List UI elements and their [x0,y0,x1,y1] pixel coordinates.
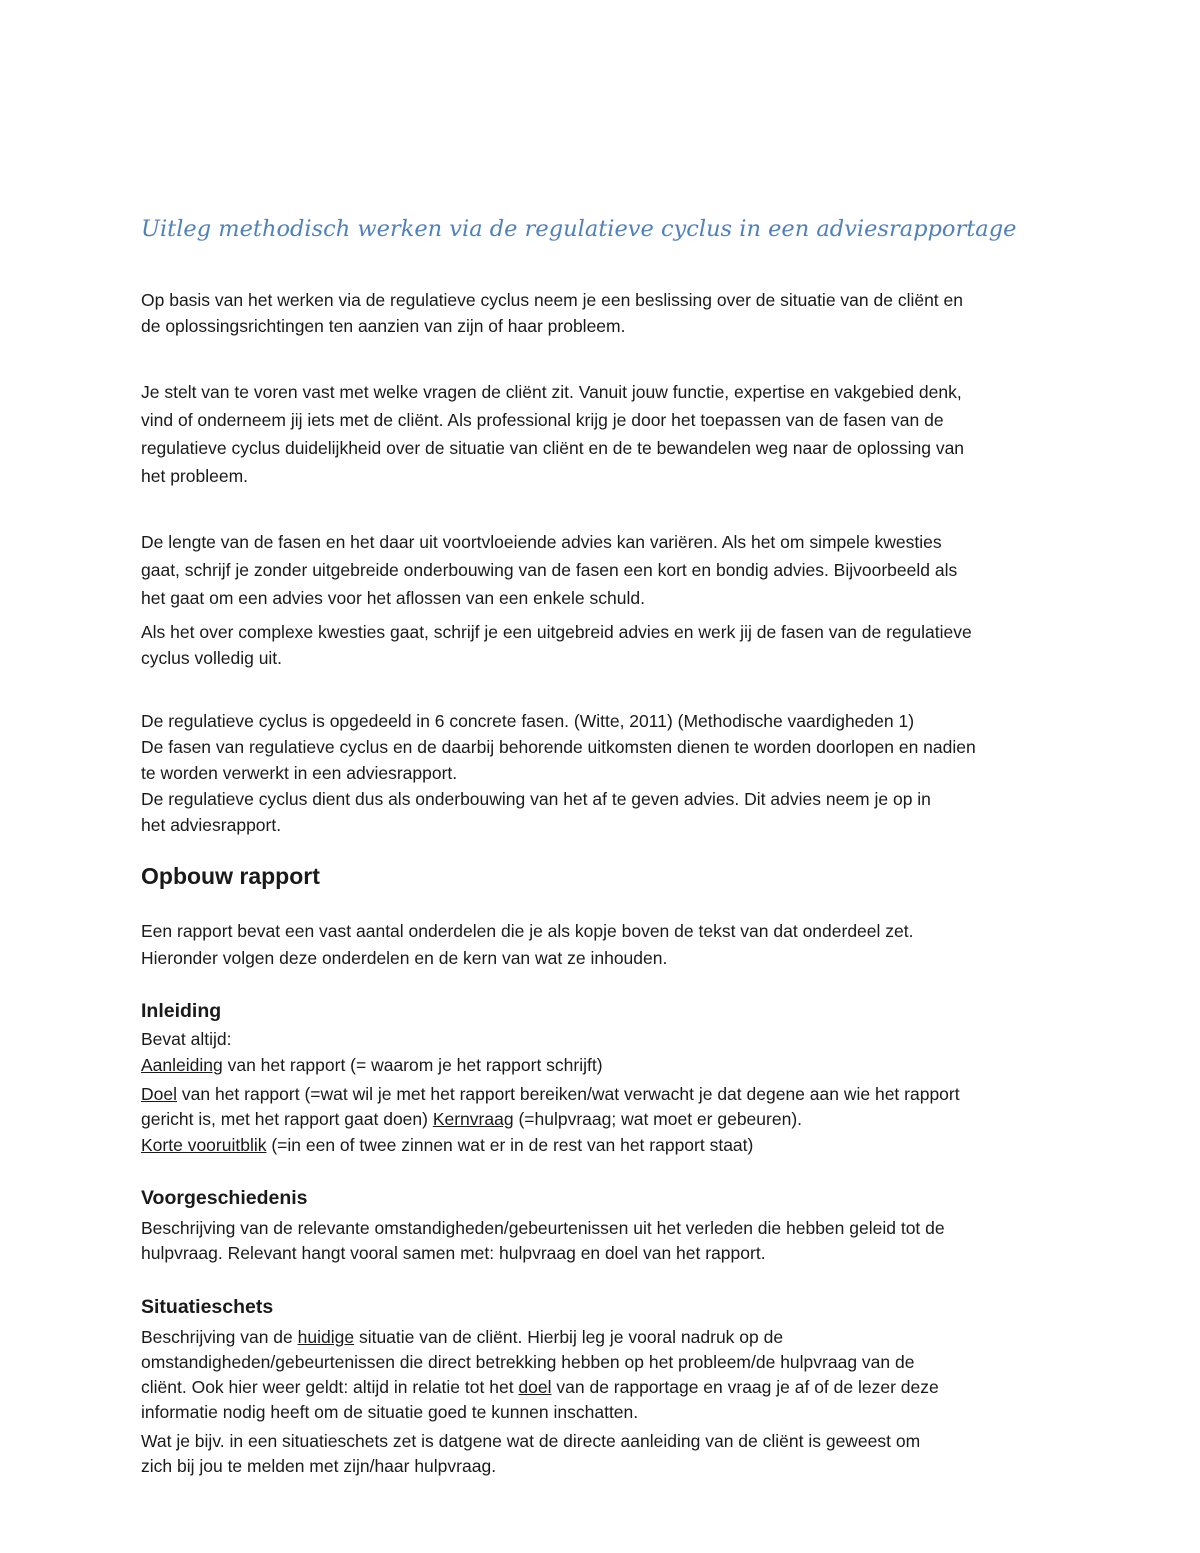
doel-term-2: doel [518,1377,552,1397]
voorgeschiedenis-line-1: Beschrijving van de relevante omstandigheden/gebeurtenissen uit het verleden die hebben geleid tot de [141,1218,945,1238]
document-title: Uitleg methodisch werken via de regulatieve cyclus in een adviesrapportage [141,216,1017,242]
para5-line-4: De regulatieve cyclus dient dus als onderbouwing van het af te geven advies. Dit advies neem je op in [141,789,931,809]
vooruitblik-term: Korte vooruitblik [141,1135,267,1155]
opbouw-line-2: Hieronder volgen deze onderdelen en de kern van wat ze inhouden. [141,948,668,968]
inleiding-doel-line-2: gericht is, met het rapport gaat doen) Kernvraag (=hulpvraag; wat moet er gebeuren). [141,1109,803,1129]
inleiding-aanleiding: Aanleiding van het rapport (= waarom je het rapport schrijft) [141,1055,603,1075]
heading-voorgeschiedenis: Voorgeschiedenis [141,1187,308,1209]
inleiding-doel: Doel van het rapport (=wat wil je met het rapport bereiken/wat verwacht je dat degene aan wie het rapport [141,1084,960,1104]
para3-line-2: gaat, schrijf je zonder uitgebreide onderbouwing van de fasen een kort en bondig advies. Bijvoorbeeld als [141,560,958,580]
intro-line-2: de oplossingsrichtingen ten aanzien van zijn of haar probleem. [141,316,626,336]
situatieschets-line-1: Beschrijving van de huidige situatie van de cliënt. Hierbij leg je vooral nadruk op de [141,1327,784,1347]
situatieschets-line-3: cliënt. Ook hier weer geldt: altijd in relatie tot het doel van de rapportage en vraag je af of de lezer deze [141,1377,939,1397]
kernvraag-term: Kernvraag [432,1109,514,1129]
opbouw-line-1: Een rapport bevat een vast aantal onderdelen die je als kopje boven de tekst van dat onderdeel zet. [141,921,914,941]
para4-line-2: cyclus volledig uit. [141,648,283,668]
para3-line-1: De lengte van de fasen en het daar uit voortvloeiende advies kan variëren. Als het om simpele kwesties [141,532,942,552]
para2-line-1: Je stelt van te voren vast met welke vragen de cliënt zit. Vanuit jouw functie, expertise en vakgebied denk, [141,382,962,402]
doel-term: Doel [141,1084,177,1104]
voorgeschiedenis-line-2: hulpvraag. Relevant hangt vooral samen met: hulpvraag en doel van het rapport. [141,1243,766,1263]
aanleiding-term: Aanleiding [141,1055,223,1075]
inleiding-bevat: Bevat altijd: [141,1029,232,1049]
para5-line-1: De regulatieve cyclus is opgedeeld in 6 concrete fasen. (Witte, 2011) (Methodische vaardigheden 1) [141,711,915,731]
para5-line-2: De fasen van regulatieve cyclus en de daarbij behorende uitkomsten dienen te worden doorlopen en nadien [141,737,976,757]
huidige-term: huidige [297,1327,355,1347]
heading-opbouw-rapport: Opbouw rapport [141,863,320,889]
para5-line-5: het adviesrapport. [141,815,282,835]
para3-line-3: het gaat om een advies voor het aflossen van een enkele schuld. [141,588,645,608]
situatieschets-line-2: omstandigheden/gebeurtenissen die direct betrekking hebben op het probleem/de hulpvraag van de [141,1352,915,1372]
para2-line-2: vind of onderneem jij iets met de cliënt. Als professional krijg je door het toepassen van de fasen van de [141,410,944,430]
intro-line-1: Op basis van het werken via de regulatieve cyclus neem je een beslissing over de situatie van de cliënt en [141,290,963,310]
inleiding-vooruitblik: Korte vooruitblik (=in een of twee zinnen wat er in de rest van het rapport staat) [141,1135,754,1155]
situatieschets-line-6: zich bij jou te melden met zijn/haar hulpvraag. [141,1456,497,1476]
heading-inleiding: Inleiding [141,1000,222,1022]
situatieschets-line-4: informatie nodig heeft om de situatie goed te kunnen inschatten. [141,1402,639,1422]
para2-line-4: het probleem. [141,466,249,486]
heading-situatieschets: Situatieschets [141,1296,274,1318]
para4-line-1: Als het over complexe kwesties gaat, schrijf je een uitgebreid advies en werk jij de fasen van de regulatieve [141,622,972,642]
situatieschets-line-5: Wat je bijv. in een situatieschets zet is datgene wat de directe aanleiding van de cliënt is geweest om [141,1431,921,1451]
para5-line-3: te worden verwerkt in een adviesrapport. [141,763,458,783]
para2-line-3: regulatieve cyclus duidelijkheid over de situatie van cliënt en de te bewandelen weg naar de oplossing van [141,438,965,458]
